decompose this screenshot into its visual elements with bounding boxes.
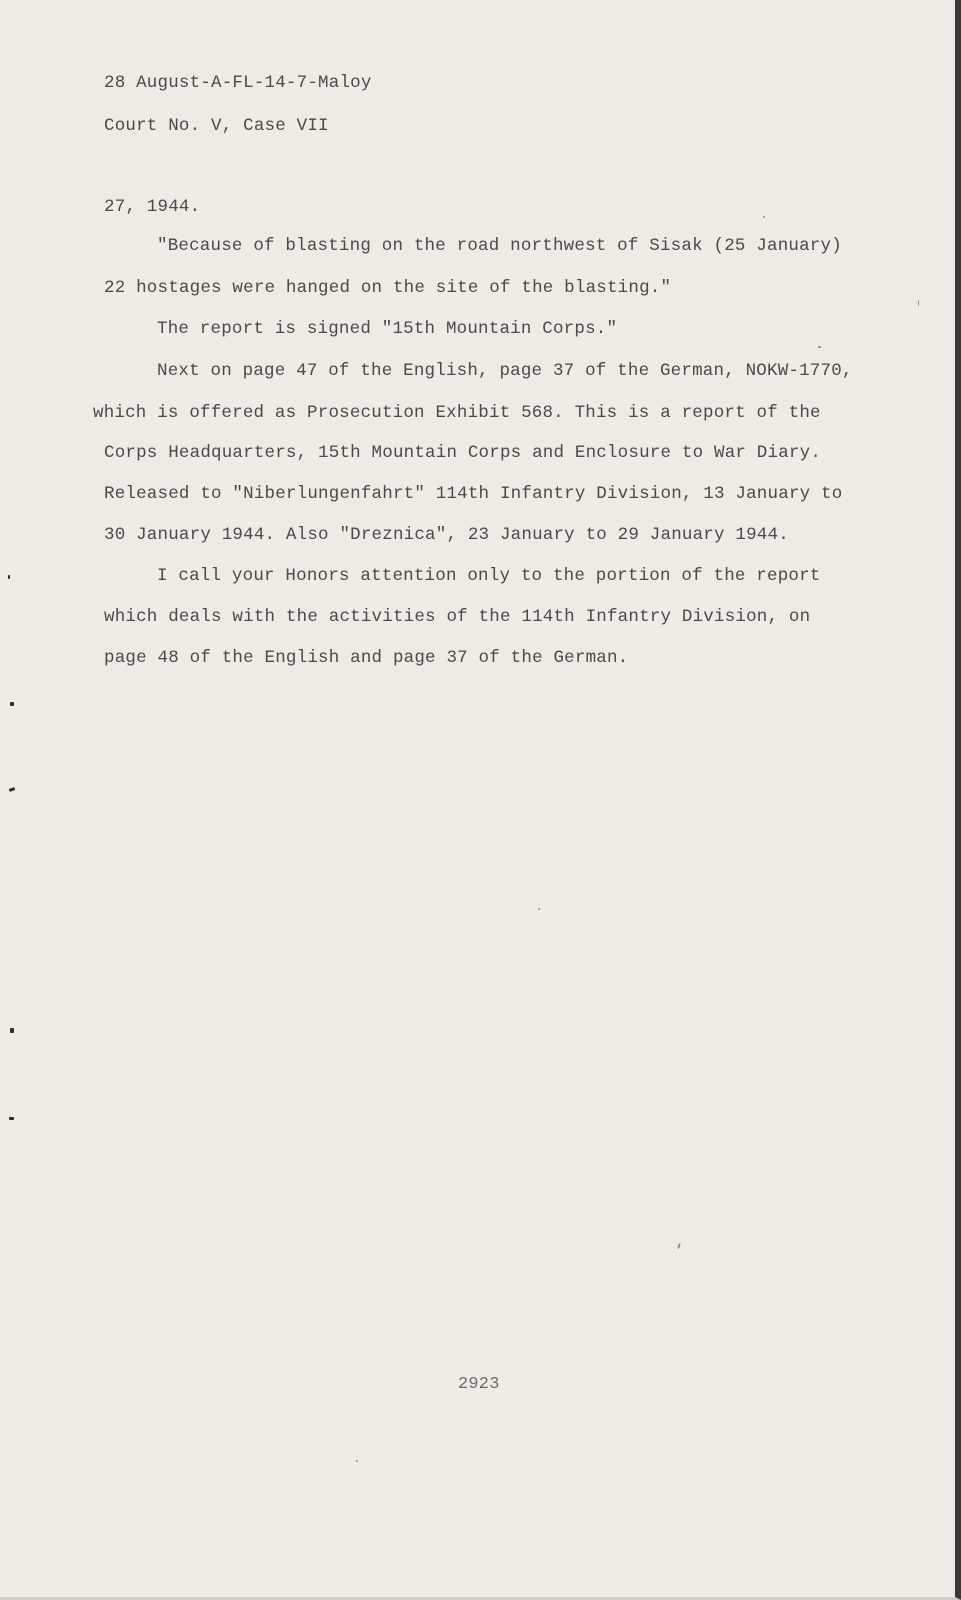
text-line: The report is signed "15th Mountain Corps." <box>157 319 618 339</box>
paper-speck <box>677 1243 681 1249</box>
margin-mark <box>9 1117 14 1120</box>
paper-speck <box>918 300 919 306</box>
margin-mark <box>8 575 10 579</box>
paper-speck <box>818 346 821 348</box>
margin-mark <box>9 787 16 792</box>
text-line: 22 hostages were hanged on the site of the blasting." <box>104 278 672 298</box>
paper-speck <box>538 908 540 910</box>
text-line: "Because of blasting on the road northwest of Sisak (25 January) <box>157 236 842 256</box>
margin-mark <box>10 1028 14 1033</box>
paper-speck <box>356 1460 358 1462</box>
page-number: 2923 <box>458 1375 500 1394</box>
text-line: Corps Headquarters, 15th Mountain Corps and Enclosure to War Diary. <box>104 443 822 463</box>
text-line: page 48 of the English and page 37 of the German. <box>104 648 629 668</box>
text-line: which is offered as Prosecution Exhibit 568. This is a report of the <box>93 403 821 423</box>
transcript-header-id: 28 August-A-FL-14-7-Maloy <box>104 73 372 93</box>
text-line: Next on page 47 of the English, page 37 of the German, NOKW-1770, <box>157 361 853 381</box>
date-line: 27, 1944. <box>104 197 201 217</box>
paper-speck <box>763 216 765 218</box>
text-line: 30 January 1944. Also "Dreznica", 23 January to 29 January 1944. <box>104 525 789 545</box>
text-line: I call your Honors attention only to the portion of the report <box>157 566 821 586</box>
text-line: Released to "Niberlungenfahrt" 114th Infantry Division, 13 January to <box>104 484 843 504</box>
text-line: which deals with the activities of the 114th Infantry Division, on <box>104 607 811 627</box>
margin-mark <box>10 702 14 706</box>
court-case-line: Court No. V, Case VII <box>104 116 329 136</box>
